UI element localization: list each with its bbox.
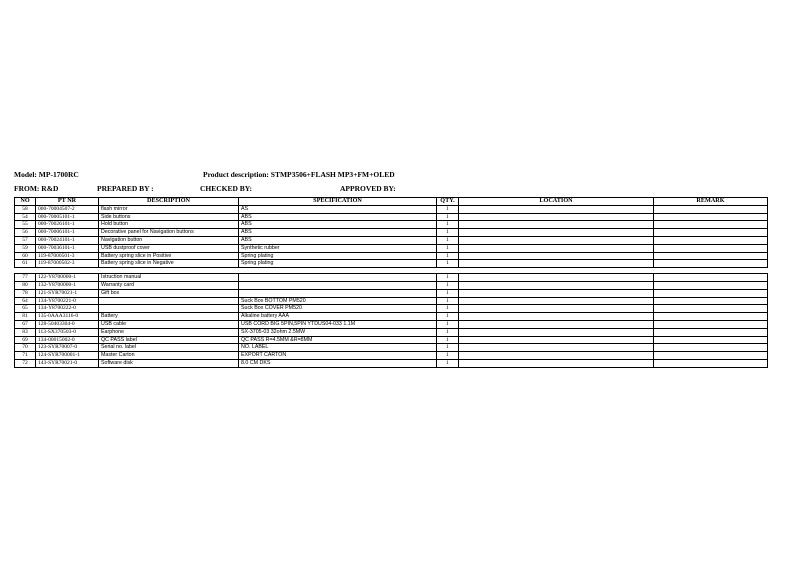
row-qty: 1 <box>437 244 459 252</box>
col-header-no: NO <box>15 198 36 206</box>
row-no: 58 <box>15 205 36 213</box>
row-no: 64 <box>15 297 36 305</box>
row-no: 77 <box>15 274 36 282</box>
row-specification: AS <box>239 205 437 213</box>
row-specification: Spring plating <box>239 252 437 260</box>
row-specification: EXPORT CARTON <box>239 352 437 360</box>
row-remark <box>654 236 768 244</box>
table-row <box>15 281 768 289</box>
col-header-qty: QTY. <box>437 198 459 206</box>
row-remark <box>654 305 768 313</box>
table-row <box>15 213 768 221</box>
row-description: USB cable <box>99 320 239 328</box>
table-row <box>15 289 768 297</box>
row-no: 65 <box>15 305 36 313</box>
row-remark <box>654 359 768 367</box>
row-no: 71 <box>15 352 36 360</box>
row-specification: QC PASS R=4.5MM &R=8MM <box>239 336 437 344</box>
row-specification <box>239 289 437 297</box>
row-qty: 1 <box>437 274 459 282</box>
row-description: Battery spring slice in Positive <box>99 252 239 260</box>
row-qty: 1 <box>437 328 459 336</box>
row-pt-nr: 121-SYR70021-1 <box>36 289 99 297</box>
prepared-by-label: PREPARED BY : <box>97 184 154 193</box>
row-description: Gift box <box>99 289 239 297</box>
row-description: Battery <box>99 313 239 321</box>
table-row <box>15 236 768 244</box>
row-location <box>459 252 654 260</box>
row-location <box>459 336 654 344</box>
row-pt-nr: 134-Y8700221-0 <box>36 297 99 305</box>
table-row <box>15 352 768 360</box>
row-location <box>459 221 654 229</box>
row-description: Side buttons <box>99 213 239 221</box>
row-qty: 1 <box>437 260 459 268</box>
row-qty: 1 <box>437 320 459 328</box>
row-remark <box>654 244 768 252</box>
row-no: 80 <box>15 281 36 289</box>
row-pt-nr: 134-Y8700222-0 <box>36 305 99 313</box>
row-no: 78 <box>15 289 36 297</box>
row-description: Battery spring slice in Negative <box>99 260 239 268</box>
row-qty: 1 <box>437 305 459 313</box>
row-description <box>99 305 239 313</box>
row-specification: Suck Box BOTTOM PM520 <box>239 297 437 305</box>
row-no: 72 <box>15 359 36 367</box>
table-row <box>15 305 768 313</box>
row-pt-nr: 119-87000501-3 <box>36 252 99 260</box>
row-description: Serial no. label <box>99 344 239 352</box>
row-pt-nr: 000-70005101-1 <box>36 213 99 221</box>
row-location <box>459 305 654 313</box>
table-row <box>15 320 768 328</box>
table-row <box>15 229 768 237</box>
row-pt-nr: 128-50403304-0 <box>36 320 99 328</box>
row-specification <box>239 281 437 289</box>
table-row <box>15 344 768 352</box>
row-specification: SX-3705-03 32ohm 2.5MW <box>239 328 437 336</box>
row-location <box>459 205 654 213</box>
row-qty: 1 <box>437 313 459 321</box>
row-location <box>459 281 654 289</box>
col-header-description: DESCRIPTION <box>99 198 239 206</box>
model-label: Model: MP-1700RC <box>14 170 79 179</box>
product-description: Product description: STMP3506+FLASH MP3+FM+OLED <box>203 170 395 179</box>
row-remark <box>654 320 768 328</box>
table-row <box>15 252 768 260</box>
row-qty: 1 <box>437 359 459 367</box>
table-row <box>15 297 768 305</box>
row-qty: 1 <box>437 336 459 344</box>
row-description <box>99 297 239 305</box>
row-no: 81 <box>15 313 36 321</box>
table-row <box>15 205 768 213</box>
col-header-pt-nr: PT NR <box>36 198 99 206</box>
row-location <box>459 352 654 360</box>
row-remark <box>654 205 768 213</box>
row-description: Warranty card <box>99 281 239 289</box>
row-location <box>459 229 654 237</box>
row-qty: 1 <box>437 289 459 297</box>
row-qty: 1 <box>437 229 459 237</box>
table-row <box>15 336 768 344</box>
row-remark <box>654 313 768 321</box>
row-pt-nr: 132-Y8700000-1 <box>36 281 99 289</box>
from-label: FROM: R&D <box>14 184 59 193</box>
row-description: Software disk <box>99 359 239 367</box>
table-row <box>15 274 768 282</box>
row-specification: NO. LABEL <box>239 344 437 352</box>
row-specification: 8.0 CM DKS <box>239 359 437 367</box>
table-row <box>15 244 768 252</box>
row-remark <box>654 289 768 297</box>
row-pt-nr: 143-SYR70021-0 <box>36 359 99 367</box>
row-remark <box>654 221 768 229</box>
row-specification: ABS <box>239 229 437 237</box>
row-specification <box>239 274 437 282</box>
col-header-location: LOCATION <box>459 198 654 206</box>
row-location <box>459 260 654 268</box>
row-description: Istruction manual <box>99 274 239 282</box>
row-no: 67 <box>15 320 36 328</box>
row-specification: Spring plating <box>239 260 437 268</box>
row-description: Master Carton <box>99 352 239 360</box>
row-qty: 1 <box>437 205 459 213</box>
row-location <box>459 297 654 305</box>
row-description: Hold button <box>99 221 239 229</box>
row-remark <box>654 344 768 352</box>
row-location <box>459 328 654 336</box>
bom-table <box>14 197 768 368</box>
row-qty: 1 <box>437 352 459 360</box>
row-location <box>459 289 654 297</box>
checked-by-label: CHECKED BY: <box>200 184 253 193</box>
row-specification: Suck Box COVER PM520 <box>239 305 437 313</box>
approved-by-label: APPROVED BY: <box>340 184 396 193</box>
row-location <box>459 213 654 221</box>
row-remark <box>654 252 768 260</box>
row-pt-nr: 000-70006101-1 <box>36 229 99 237</box>
table-row <box>15 313 768 321</box>
row-location <box>459 274 654 282</box>
row-qty: 1 <box>437 297 459 305</box>
row-no: 61 <box>15 260 36 268</box>
row-pt-nr: 119-87000502-3 <box>36 260 99 268</box>
row-pt-nr: 124-SYR700001-1 <box>36 352 99 360</box>
row-remark <box>654 274 768 282</box>
row-specification: Alkaline battery AAA <box>239 313 437 321</box>
row-qty: 1 <box>437 281 459 289</box>
row-location <box>459 359 654 367</box>
row-location <box>459 344 654 352</box>
table-row <box>15 328 768 336</box>
row-specification: Synthetic rubber <box>239 244 437 252</box>
row-no: 59 <box>15 244 36 252</box>
row-no: 55 <box>15 221 36 229</box>
row-remark <box>654 297 768 305</box>
row-description: Earphone <box>99 328 239 336</box>
row-qty: 1 <box>437 344 459 352</box>
table-row <box>15 260 768 268</box>
row-no: 60 <box>15 252 36 260</box>
row-description: QC PASS label <box>99 336 239 344</box>
row-pt-nr: 000-70024101-1 <box>36 236 99 244</box>
row-pt-nr: 123-SYR70007-0 <box>36 344 99 352</box>
row-remark <box>654 213 768 221</box>
row-no: 69 <box>15 336 36 344</box>
row-location <box>459 244 654 252</box>
row-pt-nr: 122-Y8700000-1 <box>36 274 99 282</box>
row-pt-nr: 113-SX370503-0 <box>36 328 99 336</box>
col-header-specification: SPECIFICATION <box>239 198 437 206</box>
table-header-row <box>15 198 768 206</box>
row-no: 57 <box>15 236 36 244</box>
row-pt-nr: 000-70026101-1 <box>36 221 99 229</box>
row-pt-nr: 135-0AAA3116-0 <box>36 313 99 321</box>
row-specification: USB CORD BIG 5PIN,5PIN YTDUS04-033 1.1M <box>239 320 437 328</box>
row-remark <box>654 328 768 336</box>
row-qty: 1 <box>437 221 459 229</box>
row-description: Navigation button <box>99 236 239 244</box>
row-remark <box>654 229 768 237</box>
table-row <box>15 221 768 229</box>
row-specification: ABS <box>239 221 437 229</box>
table-row <box>15 359 768 367</box>
row-description: flash mirror <box>99 205 239 213</box>
row-remark <box>654 352 768 360</box>
row-specification: ABS <box>239 236 437 244</box>
row-remark <box>654 336 768 344</box>
row-qty: 1 <box>437 236 459 244</box>
row-pt-nr: 134-00015002-0 <box>36 336 99 344</box>
row-qty: 1 <box>437 213 459 221</box>
row-pt-nr: 000-70004507-2 <box>36 205 99 213</box>
row-location <box>459 313 654 321</box>
row-location <box>459 320 654 328</box>
col-header-remark: REMARK <box>654 198 768 206</box>
row-specification: ABS <box>239 213 437 221</box>
row-remark <box>654 281 768 289</box>
row-no: 54 <box>15 213 36 221</box>
row-location <box>459 236 654 244</box>
row-pt-nr: 000-70036101-1 <box>36 244 99 252</box>
row-no: 70 <box>15 344 36 352</box>
row-no: 83 <box>15 328 36 336</box>
row-no: 56 <box>15 229 36 237</box>
row-description: Decorative panel for Navigation buttons <box>99 229 239 237</box>
row-description: USB dustproof cover <box>99 244 239 252</box>
row-qty: 1 <box>437 252 459 260</box>
row-remark <box>654 260 768 268</box>
